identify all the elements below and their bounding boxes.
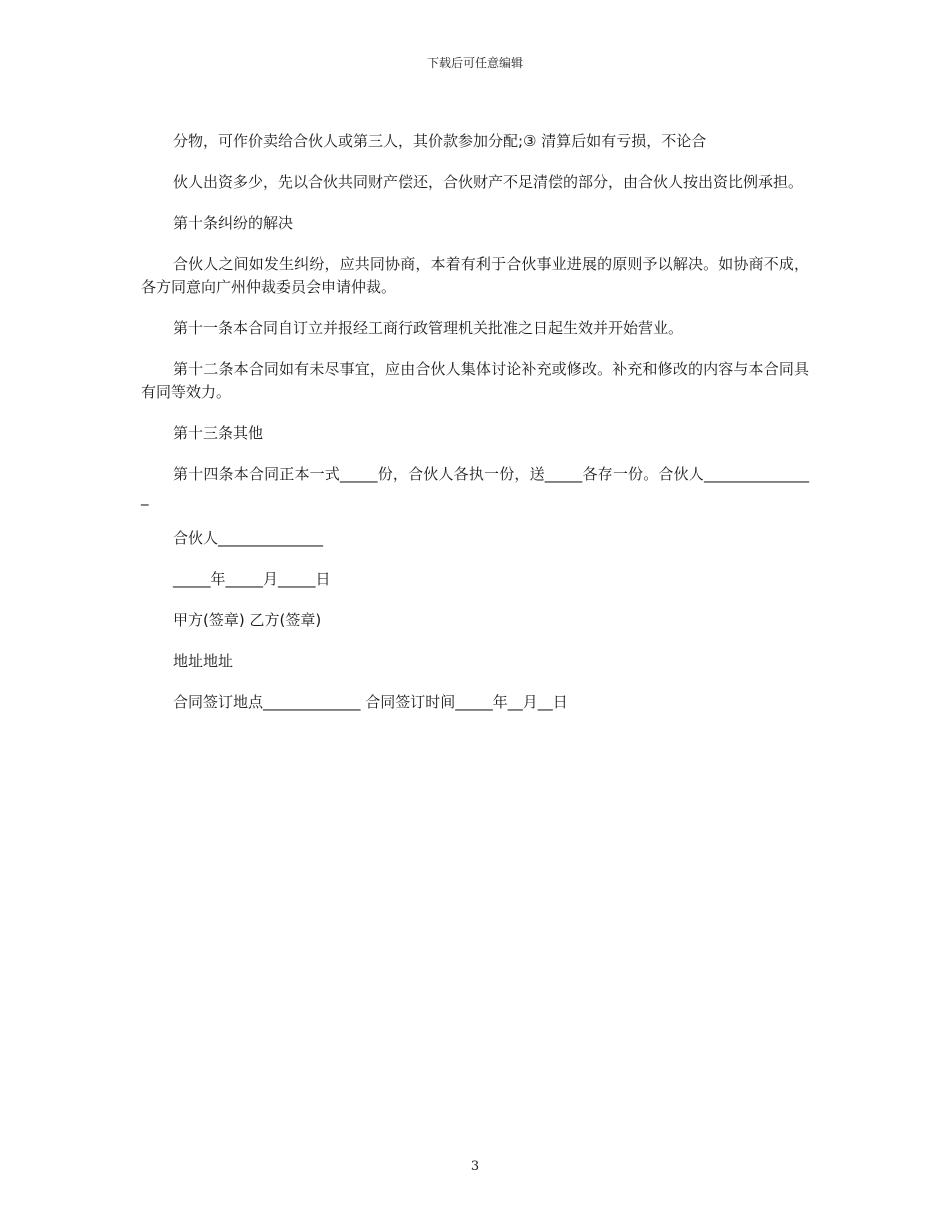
paragraph-article-14: 第十四条本合同正本一式_____份，合伙人各执一份，送_____各存一份。合伙人_______________ [141, 465, 809, 506]
page-header: 下载后可任意编辑 [426, 56, 523, 70]
document-body [141, 130, 809, 732]
heading-article-10: 第十条纠纷的解决 [173, 214, 294, 232]
paragraph-liquidation-continued: 分物，可作价卖给合伙人或第三人，其价款参加分配;③ 清算后如有亏损，不论合 [173, 132, 707, 150]
paragraph-dispute-resolution: 合伙人之间如发生纠纷，应共同协商，本着有利于合伙事业进展的原则予以解决。如协商不成，各方同意向广州仲裁委员会申请仲裁。 [141, 255, 809, 296]
page-number: 3 [470, 1159, 480, 1174]
signature-place-and-time: 合同签订地点_____________ 合同签订时间_____年__月__日 [173, 693, 568, 711]
paragraph-article-11: 第十一条本合同自订立并报经工商行政管理机关批准之日起生效并开始营业。 [173, 319, 684, 337]
signature-date: _____年_____月_____日 [173, 570, 331, 588]
signature-partner: 合伙人______________ [173, 529, 324, 547]
paragraph-loss-sharing: 伙人出资多少，先以合伙共同财产偿还，合伙财产不足清偿的部分，由合伙人按出资比例承担。 [173, 173, 804, 191]
signature-party-seals: 甲方(签章) 乙方(签章) [173, 611, 322, 629]
signature-addresses: 地址地址 [173, 652, 234, 670]
heading-article-13: 第十三条其他 [173, 424, 264, 442]
paragraph-article-12: 第十二条本合同如有未尽事宜，应由合伙人集体讨论补充或修改。补充和修改的内容与本合同具有同等效力。 [141, 360, 809, 401]
